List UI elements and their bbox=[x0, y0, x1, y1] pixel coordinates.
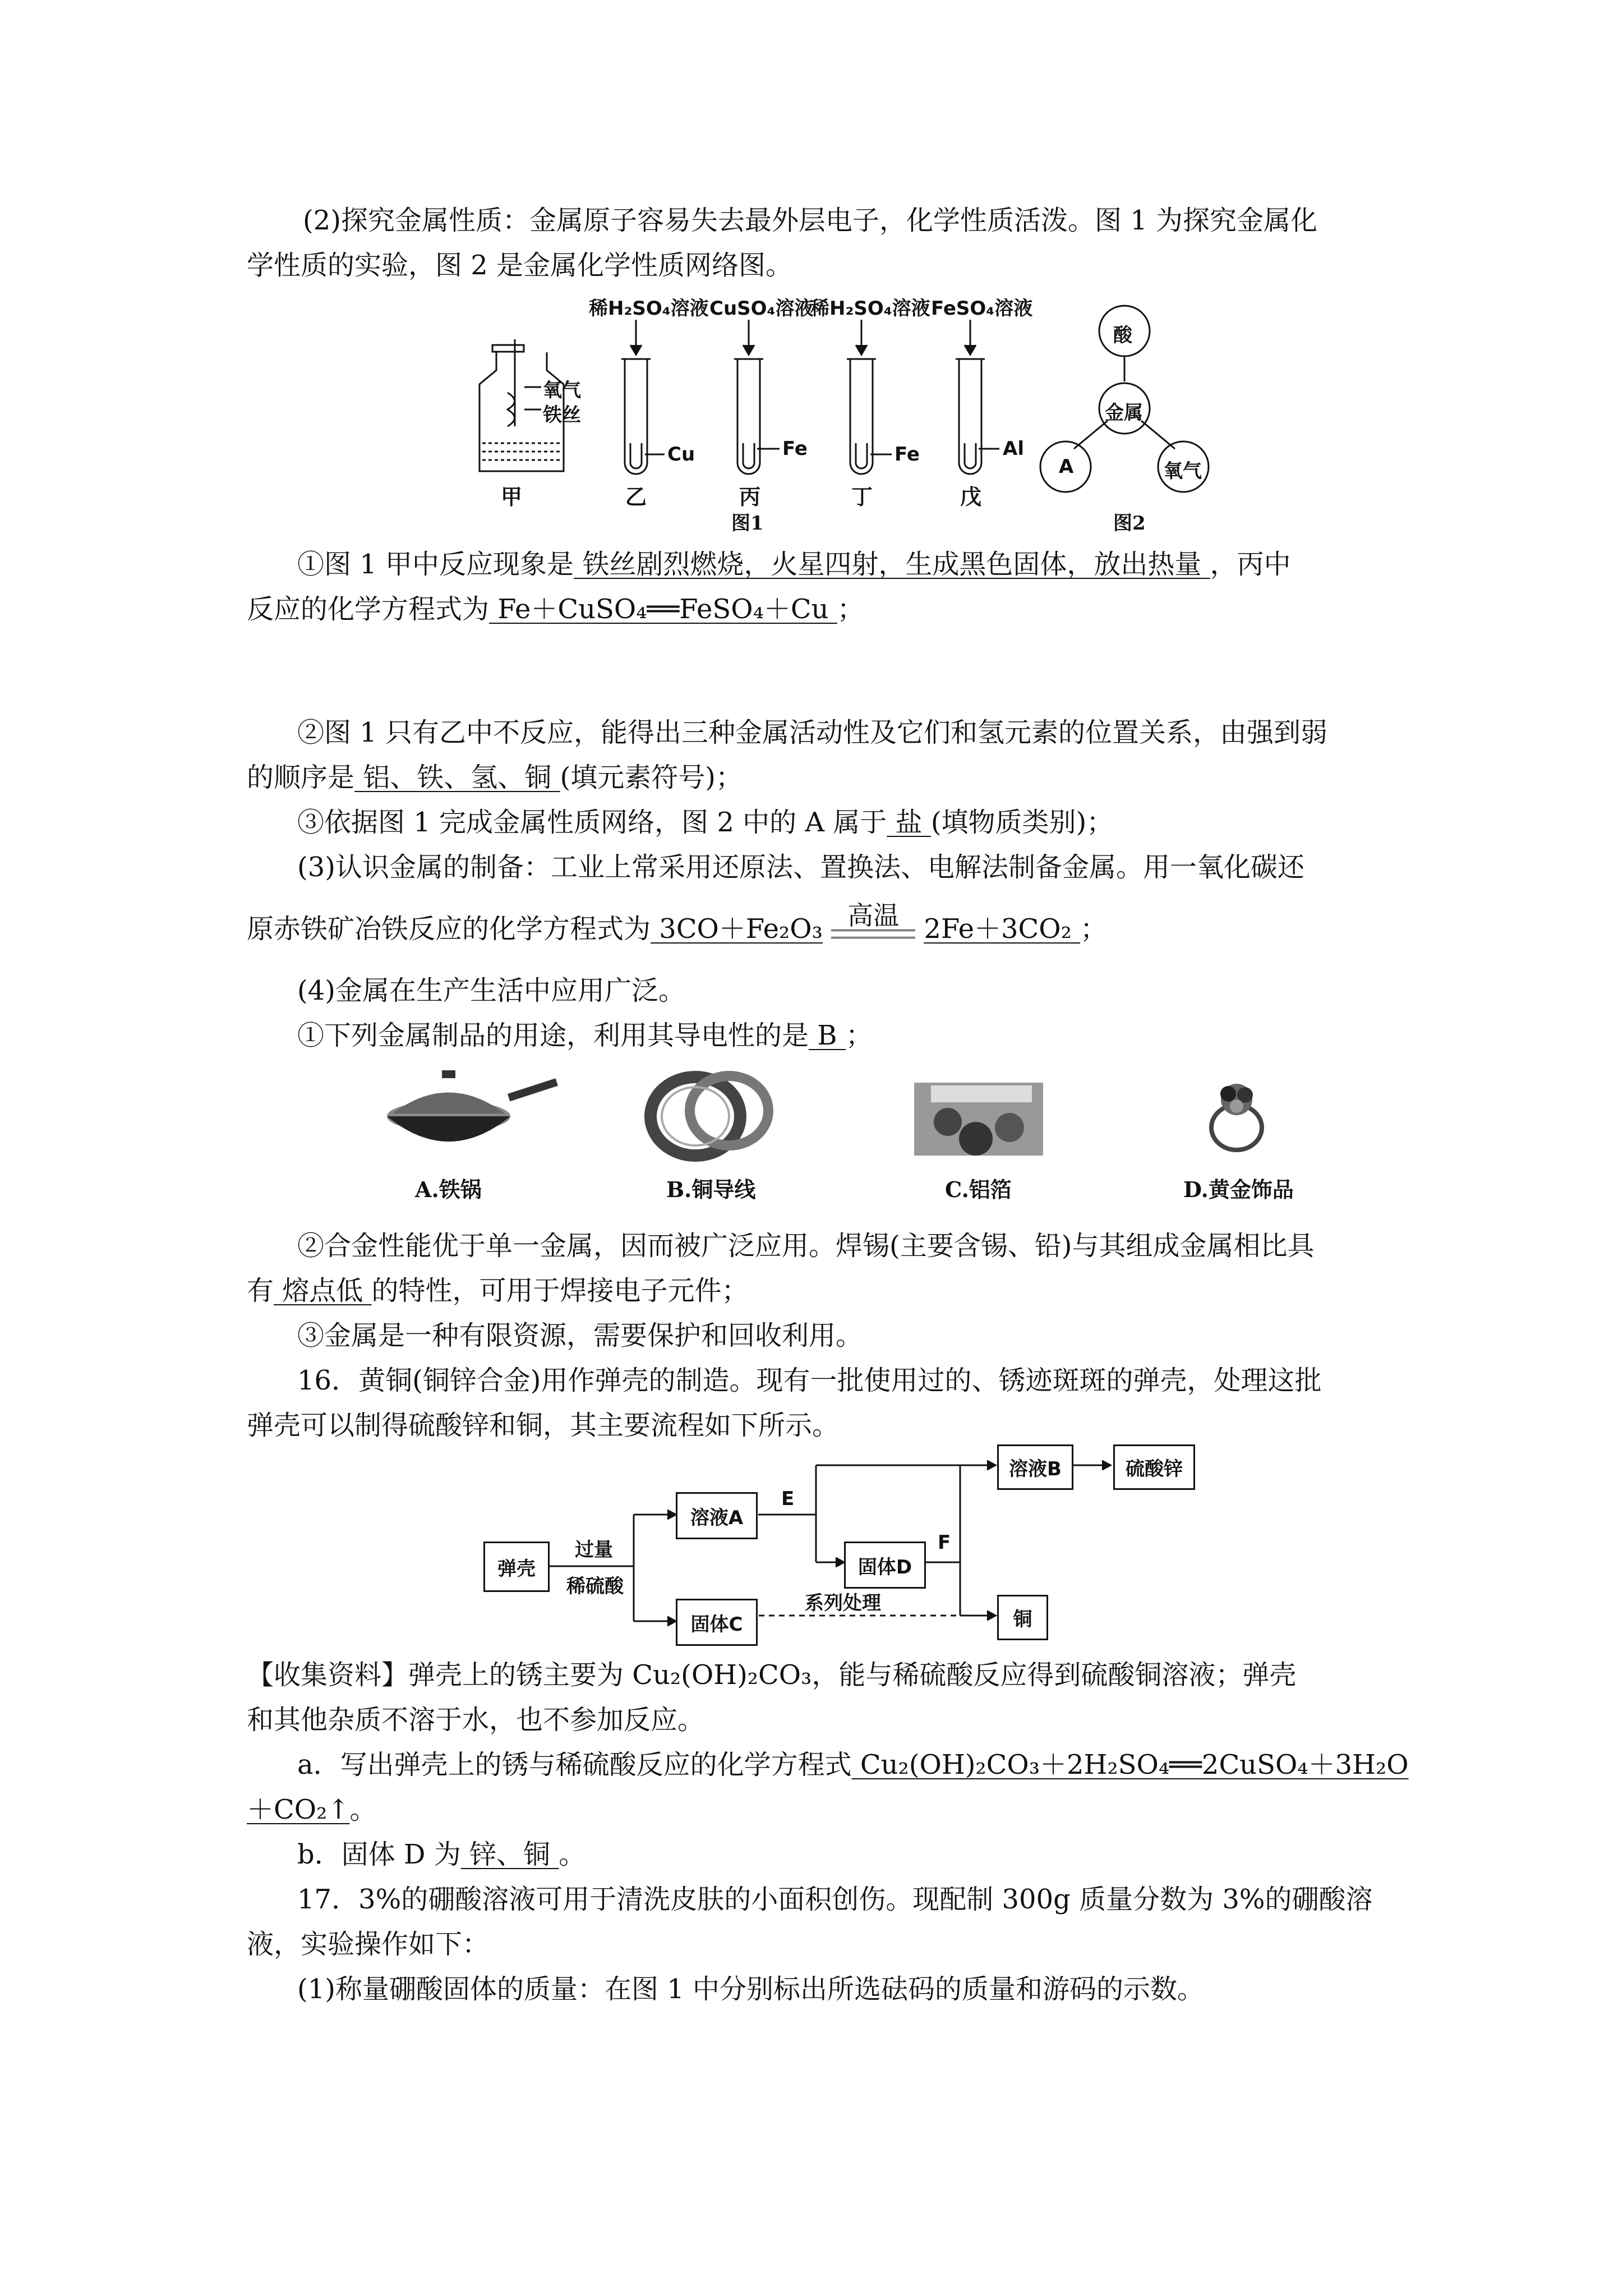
jar-label-oxygen: 氧气 bbox=[543, 379, 581, 402]
tube-name-bing: 丙 bbox=[739, 484, 761, 509]
flow-node-solution-b: 溶液B bbox=[997, 1444, 1073, 1490]
part4-q2-text-post: 的特性，可用于焊接电子元件； bbox=[371, 1275, 749, 1306]
q1-answer-phenomenon: 铁丝剧烈燃烧，火星四射，生成黑色固体，放出热量 bbox=[574, 549, 1210, 580]
network-node-metal: 金属 bbox=[1105, 402, 1143, 424]
q2-text-post: (填元素符号)； bbox=[560, 762, 743, 793]
part4-q2-line1: ②合金性能优于单一金属，因而被广泛应用。焊锡(主要含锡、铅)与其组成金属相比具 bbox=[297, 1230, 1315, 1262]
q16-info-line2: 和其他杂质不溶于水，也不参加反应。 bbox=[247, 1704, 705, 1736]
part4-title: (4)金属在生产生活中应用广泛。 bbox=[297, 975, 685, 1006]
metal-label-al: Al bbox=[1003, 438, 1024, 460]
item-label-gold: D.黄金饰品 bbox=[1183, 1177, 1294, 1202]
part4-q1-answer: B bbox=[809, 1020, 846, 1051]
flow-node-solution-a: 溶液A bbox=[676, 1492, 758, 1539]
part4-q3: ③金属是一种有限资源，需要保护和回收利用。 bbox=[297, 1320, 863, 1351]
q16-a-line1 bbox=[297, 1742, 1409, 1788]
network-node-acid: 酸 bbox=[1113, 324, 1132, 347]
flow-reagent-f: F bbox=[938, 1531, 951, 1554]
q2-answer-order: 铝、铁、氢、铜 bbox=[354, 762, 560, 793]
network-node-a: A bbox=[1059, 455, 1074, 478]
reagent-label-ding: 稀H₂SO₄溶液 bbox=[810, 297, 930, 320]
tube-name-wu: 戊 bbox=[960, 484, 982, 509]
condition-label: 高温 bbox=[847, 900, 900, 931]
metal-label-fe-bing: Fe bbox=[782, 438, 808, 460]
q16-line2: 弹壳可以制得硫酸锌和铜，其主要流程如下所示。 bbox=[247, 1410, 840, 1441]
q1-text-2: 反应的化学方程式为 bbox=[247, 593, 490, 625]
part3-text: 原赤铁矿冶铁反应的化学方程式为 bbox=[247, 913, 651, 945]
flow-reagent-e: E bbox=[781, 1488, 795, 1510]
q16-a-answer-part2: ＋CO₂↑ bbox=[247, 1794, 350, 1825]
figure-1-caption: 图1 bbox=[731, 512, 764, 535]
q3-text-post: (填物质类别)； bbox=[930, 807, 1114, 838]
q16-b-answer: 锌、铜 bbox=[460, 1839, 559, 1870]
tube-name-ding: 丁 bbox=[851, 484, 873, 509]
flow-node-copper: 铜 bbox=[997, 1595, 1048, 1640]
q16-line1: 16．黄铜(铜锌合金)用作弹壳的制造。现有一批使用过的、锈迹斑斑的弹壳，处理这批 bbox=[297, 1365, 1322, 1396]
part4-q1-text: ①下列金属制品的用途，利用其导电性的是 bbox=[297, 1020, 809, 1051]
q3-answer-category: 盐 bbox=[887, 807, 931, 838]
q1-text: ①图 1 甲中反应现象是 bbox=[297, 549, 574, 580]
part3-answer-reactants: 3CO＋Fe₂O₃ bbox=[651, 913, 823, 945]
reagent-label-yi: 稀H₂SO₄溶液 bbox=[589, 297, 709, 320]
reagent-label-wu: FeSO₄溶液 bbox=[931, 297, 1033, 320]
flow-step-acid: 稀硫酸 bbox=[566, 1575, 624, 1598]
flow-node-zinc-sulfate: 硫酸锌 bbox=[1113, 1444, 1195, 1490]
part4-q2-text: 有 bbox=[247, 1275, 274, 1306]
tube-name-jia: 甲 bbox=[501, 484, 523, 509]
q16-b-text: b．固体 D 为 bbox=[297, 1839, 461, 1870]
q1-text-post: ，丙中 bbox=[1210, 549, 1291, 580]
flow-node-shell: 弹壳 bbox=[483, 1542, 550, 1592]
item-label-copper-wire: B.铜导线 bbox=[666, 1177, 756, 1202]
item-label-foil: C.铝箔 bbox=[945, 1177, 1012, 1202]
flow-step-excess: 过量 bbox=[575, 1539, 613, 1561]
q17-line1: 17．3%的硼酸溶液可用于清洗皮肤的小面积创伤。现配制 300g 质量分数为 3%的硼酸溶 bbox=[297, 1884, 1373, 1915]
q16-a-text: a．写出弹壳上的锈与稀硫酸反应的化学方程式 bbox=[297, 1749, 852, 1780]
flow-node-solid-c: 固体C bbox=[676, 1599, 758, 1646]
flow-series-treatment: 系列处理 bbox=[805, 1592, 881, 1614]
q16-a-text-post: 。 bbox=[349, 1794, 377, 1825]
jar-label-iron-wire: 铁丝 bbox=[543, 404, 581, 426]
metal-label-fe-ding: Fe bbox=[895, 443, 920, 466]
q16-b-text-post: 。 bbox=[559, 1839, 586, 1870]
reagent-label-bing: CuSO₄溶液 bbox=[709, 297, 814, 320]
q1-text-2-post: ； bbox=[837, 593, 864, 625]
q2-text: 的顺序是 bbox=[247, 762, 355, 793]
figure-2-caption: 图2 bbox=[1113, 512, 1146, 535]
q17-line3: (1)称量硼酸固体的质量：在图 1 中分别标出所选砝码的质量和游码的示数。 bbox=[297, 1973, 1205, 2005]
part4-q1-text-post: ； bbox=[845, 1020, 873, 1051]
part4-q2-answer: 熔点低 bbox=[274, 1275, 372, 1306]
q16-info-line1: 【收集资料】弹壳上的锈主要为 Cu₂(OH)₂CO₃，能与稀硫酸反应得到硫酸铜溶液；弹壳 bbox=[247, 1659, 1297, 1691]
para2-line1: (2)探究金属性质：金属原子容易失去最外层电子，化学性质活泼。图 1 为探究金属化 bbox=[303, 205, 1318, 236]
part3-text-post: ； bbox=[1080, 913, 1108, 945]
q17-line2: 液，实验操作如下： bbox=[247, 1929, 490, 1960]
metal-label-cu: Cu bbox=[667, 443, 695, 466]
item-label-wok: A.铁锅 bbox=[415, 1177, 482, 1202]
q16-a-answer-part1: Cu₂(OH)₂CO₃＋2H₂SO₄══2CuSO₄＋3H₂O bbox=[851, 1749, 1409, 1780]
network-node-oxygen: 氧气 bbox=[1164, 460, 1202, 482]
part3-answer-products: 2Fe＋3CO₂ bbox=[924, 913, 1081, 945]
tube-name-yi: 乙 bbox=[625, 484, 647, 509]
q1-answer-equation: Fe＋CuSO₄══FeSO₄＋Cu bbox=[489, 593, 837, 625]
flow-node-solid-d: 固体D bbox=[844, 1542, 926, 1589]
q3-text: ③依据图 1 完成金属性质网络，图 2 中的 A 属于 bbox=[297, 807, 887, 838]
para2-line2: 学性质的实验，图 2 是金属化学性质网络图。 bbox=[247, 250, 793, 281]
q16-a-line2 bbox=[247, 1787, 377, 1833]
q16-b-line bbox=[297, 1832, 585, 1878]
q2-line1: ②图 1 只有乙中不反应，能得出三种金属活动性及它们和氢元素的位置关系，由强到弱 bbox=[297, 717, 1328, 748]
part3-line1: (3)认识金属的制备：工业上常采用还原法、置换法、电解法制备金属。用一氧化碳还 bbox=[297, 852, 1304, 883]
